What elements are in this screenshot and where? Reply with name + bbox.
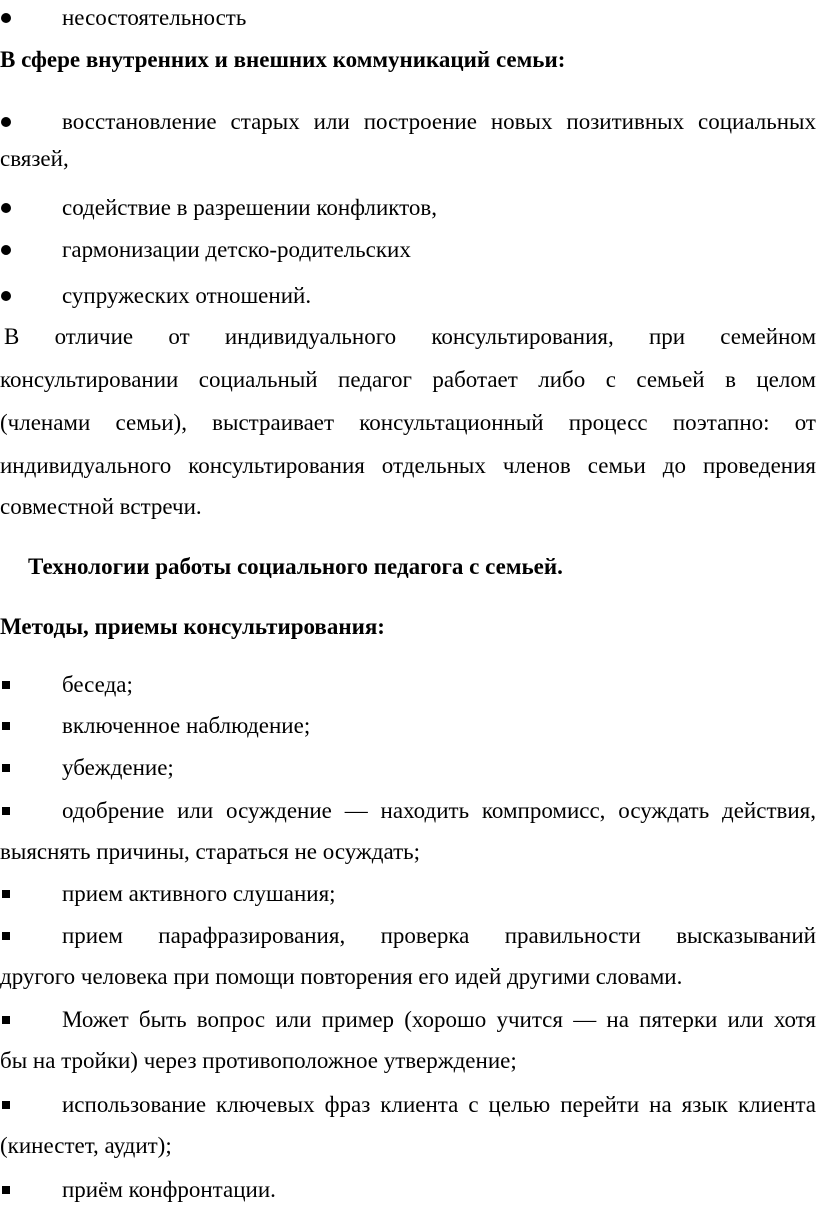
list-item-text: беседа; [62, 672, 133, 697]
square-bullet-icon [2, 807, 10, 815]
list-item-text: (кинестет, аудит); [0, 1133, 172, 1158]
square-bullet-icon [2, 932, 10, 940]
list-item-text: использование ключевых фраз клиента с целью перейти на язык клиента [62, 1092, 816, 1117]
paragraph-text: В отличие от индивидуального консультирования, при семейном [4, 324, 816, 349]
paragraph-text: индивидуального консультирования отдельных членов семьи до проведения [0, 453, 816, 478]
list-item-text: Может быть вопрос или пример (хорошо учится — на пятерки или хотя [62, 1007, 816, 1032]
paragraph-text: консультировании социальный педагог работает либо с семьей в целом [0, 367, 816, 392]
square-bullet-icon [2, 890, 10, 898]
paragraph-text: (членами семьи), выстраивает консультационный процесс поэтапно: от [0, 410, 816, 435]
list-item-text: одобрение или осуждение — находить компромисс, осуждать действия, [62, 798, 816, 823]
list-item-text: связей, [0, 146, 69, 171]
list-item-text: убеждение; [62, 755, 174, 780]
square-bullet-icon [2, 681, 10, 689]
round-bullet-icon [1, 203, 11, 213]
list-item-text: выяснять причины, стараться не осуждать; [0, 839, 421, 864]
list-item-text: супружеских отношений. [62, 283, 312, 308]
section-heading-text: В сфере внутренних и внешних коммуникаций семьи: [0, 47, 566, 72]
list-item-text: бы на тройки) через противоположное утверждение; [0, 1048, 517, 1073]
square-bullet-icon [2, 764, 10, 772]
list-item-text: несостоятельность [62, 5, 247, 30]
square-bullet-icon [2, 722, 10, 730]
list-item-text: содействие в разрешении конфликтов, [62, 195, 438, 220]
square-bullet-icon [2, 1186, 10, 1194]
list-item-text: восстановление старых или построение новых позитивных социальных [62, 109, 816, 134]
methods-heading-text: Методы, приемы консультирования: [0, 614, 385, 639]
round-bullet-icon [1, 13, 11, 23]
section-title-text: Технологии работы социального педагога с семьей. [28, 554, 563, 579]
list-item-text: другого человека при помощи повторения его идей другими словами. [0, 964, 683, 989]
list-item-text: прием активного слушания; [62, 881, 336, 906]
list-item-text: приём конфронтации. [62, 1177, 276, 1202]
square-bullet-icon [2, 1016, 10, 1024]
list-item-text: прием парафразирования, проверка правильности высказываний [62, 923, 816, 948]
square-bullet-icon [2, 1101, 10, 1109]
list-item-text: включенное наблюдение; [62, 713, 311, 738]
round-bullet-icon [1, 245, 11, 255]
round-bullet-icon [1, 117, 11, 127]
paragraph-text: совместной встречи. [0, 494, 202, 519]
list-item-text: гармонизации детско-родительских [62, 237, 411, 262]
round-bullet-icon [1, 291, 11, 301]
